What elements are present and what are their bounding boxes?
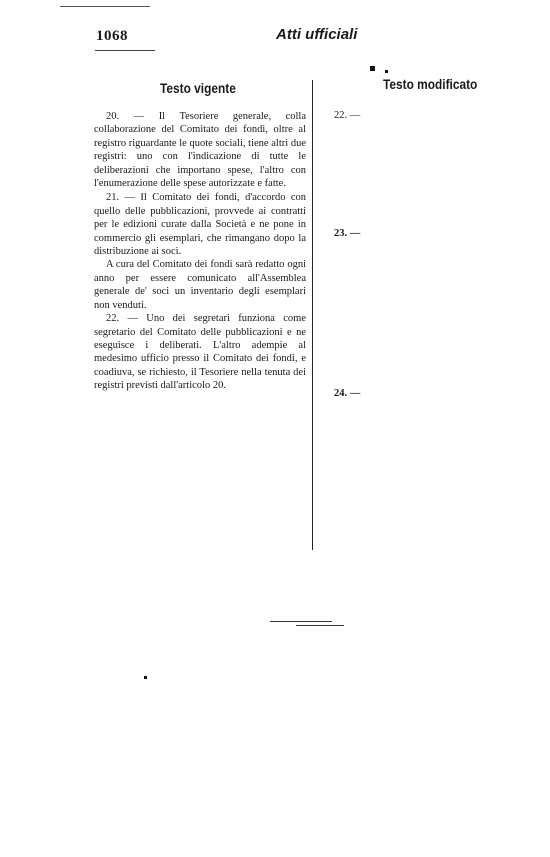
ink-mark bbox=[370, 66, 375, 71]
ink-mark bbox=[385, 70, 388, 73]
footer-rule bbox=[270, 621, 332, 622]
current-text-column bbox=[94, 110, 306, 393]
column-heading-modified: Testo modificato bbox=[383, 76, 478, 92]
column-divider bbox=[312, 80, 313, 550]
article-22-modified: 22. — bbox=[334, 110, 361, 121]
article-20-current: 20. — Il Tesoriere generale, colla collaborazione del Comitato dei fondi, oltre al registro riguardante le quote sociali, tiene altri due registri: uno con l'indicazione di tutte le deliberazioni che importano spese, l'altro con l'enumerazione delle spese autorizzate e fatte. bbox=[94, 111, 306, 190]
column-heading-current: Testo vigente bbox=[160, 80, 236, 96]
page-number: 1068 bbox=[96, 28, 128, 44]
running-title: Atti ufficiali bbox=[276, 26, 358, 43]
article-21-paragraph-2: A cura del Comitato dei fondi sarà redatto ogni anno per essere comunicato all'Assemblea generale de' soci un inventario degli esemplari non venduti. bbox=[94, 259, 306, 311]
article-22-current: 22. — Uno dei segretari funziona come segretario del Comitato delle pubblicazioni e ne eseguisce i deliberati. L'altro adempie al medesimo ufficio presso il Comitato dei fondi, e coadiuva, se richiesto, il Tesoriere nella tenuta dei registri previsti dall'articolo 20. bbox=[94, 313, 306, 392]
article-21-current: 21. — Il Comitato dei fondi, d'accordo con quello delle pubblicazioni, provvede ai contratti per le edizioni curate dalla Società e ne pone in commercio gli esemplari, che rimangano dopo la distribuzione ai soci. bbox=[94, 192, 306, 258]
top-rule bbox=[95, 50, 155, 51]
footer-rule bbox=[296, 625, 344, 626]
article-24-modified: 24. — bbox=[334, 388, 361, 399]
article-23-modified: 23. — bbox=[334, 228, 361, 239]
header-rule bbox=[60, 6, 150, 7]
ink-mark bbox=[144, 676, 147, 679]
